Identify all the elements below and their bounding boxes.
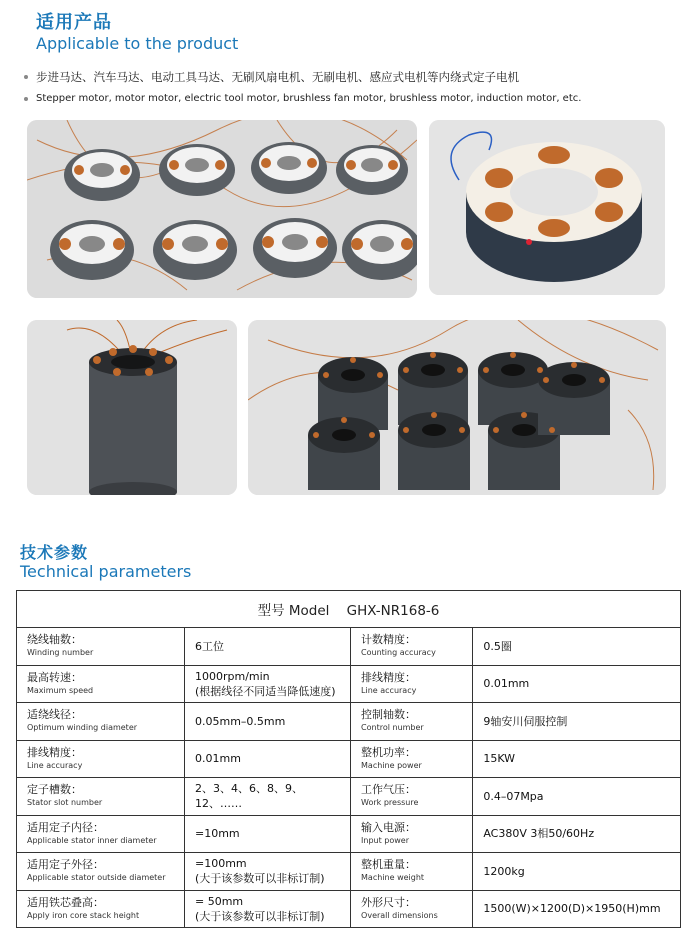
l-label-cell (17, 890, 185, 928)
l-value: =100mm (194, 857, 247, 871)
table-row (17, 703, 681, 741)
l-label-en: Apply iron core stack height (27, 910, 140, 920)
l-label-cell (17, 665, 185, 703)
l-value: =10mm (194, 827, 240, 841)
r-label-en: Input power (361, 835, 410, 845)
r-value-cell (473, 703, 681, 741)
params-title-en: Technical parameters (20, 562, 192, 581)
bullet-en: Stepper motor, motor motor, electric tool motor, brushless fan motor, brushless motor, induction motor, etc. (22, 88, 682, 110)
r-label-cell (351, 703, 473, 741)
l-label-cn: 绕线轴数： (27, 633, 82, 647)
r-value: 1500(W)×1200(D)×1950(H)mm (483, 902, 661, 916)
r-label-cell (351, 665, 473, 703)
products-title-cn: 适用产品 (36, 12, 112, 33)
l-label-cn: 定子槽数： (27, 783, 82, 797)
l-value: 6工位 (194, 639, 224, 653)
r-value: 1200kg (483, 864, 525, 878)
table-row (17, 628, 681, 666)
r-label-cn: 计数精度： (361, 633, 417, 647)
l-value: 0.01mm (194, 752, 241, 766)
l-value-cell (184, 740, 350, 778)
photo-eight-small-stators (27, 120, 417, 298)
l-label-cn: 排线精度： (27, 745, 82, 759)
r-value-cell (473, 628, 681, 666)
stator-cores-group-image (248, 320, 666, 495)
photo-single-stator-white-insulation (429, 120, 665, 295)
l-label-cn: 适绕线径： (27, 708, 82, 722)
r-value-cell (473, 740, 681, 778)
l-label-cell (17, 853, 185, 891)
l-label-cn: 最高转速： (27, 670, 82, 684)
r-label-en: Machine power (361, 760, 422, 770)
r-value-cell (473, 778, 681, 816)
r-value-cell (473, 890, 681, 928)
params-title-cn: 技术参数 (20, 543, 89, 562)
l-value-cell (184, 665, 350, 703)
r-label-cn: 排线精度： (361, 670, 417, 684)
products-title-en: Applicable to the product (36, 34, 239, 53)
l-value-cell (184, 703, 350, 741)
r-value: 9轴安川伺服控制 (483, 714, 568, 728)
table-row (17, 740, 681, 778)
r-value-cell (473, 853, 681, 891)
l-label-en: Optimum winding diameter (27, 723, 138, 733)
tall-core-image (27, 320, 237, 495)
l-label-en: Winding number (27, 648, 94, 658)
l-label-en: Stator slot number (27, 798, 103, 808)
l-value-cell (184, 628, 350, 666)
r-label-en: Control number (361, 723, 424, 733)
l-value: (根据线径不同适当降低速度) (194, 684, 336, 698)
r-value: AC380V 3相50/60Hz (483, 827, 595, 841)
r-label-cell (351, 853, 473, 891)
table-row (17, 890, 681, 928)
r-label-cell (351, 815, 473, 853)
l-value: 0.05mm–0.5mm (194, 714, 286, 728)
r-value-cell (473, 665, 681, 703)
l-value-cell (184, 815, 350, 853)
l-label-cell (17, 778, 185, 816)
l-label-cn: 适用铁芯叠高： (27, 895, 104, 909)
stator-ring-image (429, 120, 665, 295)
r-label-en: Line accuracy (361, 685, 417, 695)
l-label-cell (17, 703, 185, 741)
l-label-cell (17, 628, 185, 666)
table-row (17, 778, 681, 816)
r-label-cn: 整机功率： (361, 745, 417, 759)
r-label-en: Overall dimensions (361, 910, 438, 920)
model-cell (17, 591, 681, 628)
stators-group-image (27, 120, 417, 298)
table-row (17, 665, 681, 703)
l-label-en: Line accuracy (27, 760, 83, 770)
l-label-en: Applicable stator inner diameter (27, 835, 157, 845)
model-value: GHX-NR168-6 (346, 603, 440, 619)
technical-parameters-table (16, 590, 681, 928)
l-value-cell (184, 890, 350, 928)
model-label: 型号 Model (257, 603, 330, 619)
r-label-en: Work pressure (361, 798, 419, 808)
r-label-cell (351, 890, 473, 928)
l-value: 2、3、4、6、8、9、12、…… (194, 782, 303, 811)
r-label-cn: 整机重量： (361, 858, 417, 872)
l-value: (大于该参数可以非标订制) (194, 909, 325, 923)
photo-six-stator-cores (248, 320, 666, 495)
l-label-en: Maximum speed (27, 685, 94, 695)
bullet-cn: 步进马达、汽车马达、电动工具马达、无刷风扇电机、无刷电机、感应式电机等内绕式定子电机 (22, 66, 682, 88)
l-value: (大于该参数可以非标订制) (194, 872, 325, 886)
r-label-cell (351, 778, 473, 816)
r-value: 0.4–07Mpa (483, 789, 544, 803)
r-label-cn: 外形尺寸： (361, 895, 417, 909)
r-label-en: Counting accuracy (361, 648, 436, 658)
r-label-cn: 输入电源： (361, 820, 417, 834)
l-label-cell (17, 815, 185, 853)
r-value: 0.5圈 (483, 639, 512, 653)
l-value: = 50mm (194, 894, 244, 908)
r-label-cell (351, 740, 473, 778)
l-value-cell (184, 853, 350, 891)
l-label-en: Applicable stator outside diameter (27, 873, 166, 883)
r-value: 0.01mm (483, 677, 530, 691)
product-bullet-list (22, 66, 682, 110)
r-label-cell (351, 628, 473, 666)
r-value-cell (473, 815, 681, 853)
l-value-cell (184, 778, 350, 816)
table-row (17, 853, 681, 891)
r-label-en: Machine weight (361, 873, 425, 883)
r-label-cn: 控制轴数： (361, 708, 417, 722)
r-value: 15KW (483, 752, 516, 766)
l-value: 1000rpm/min (194, 669, 270, 683)
model-row (17, 591, 681, 628)
table-row (17, 815, 681, 853)
l-label-cn: 适用定子内径： (27, 820, 104, 834)
r-label-cn: 工作气压： (361, 783, 417, 797)
l-label-cell (17, 740, 185, 778)
photo-tall-stator-core (27, 320, 237, 495)
l-label-cn: 适用定子外径： (27, 858, 104, 872)
